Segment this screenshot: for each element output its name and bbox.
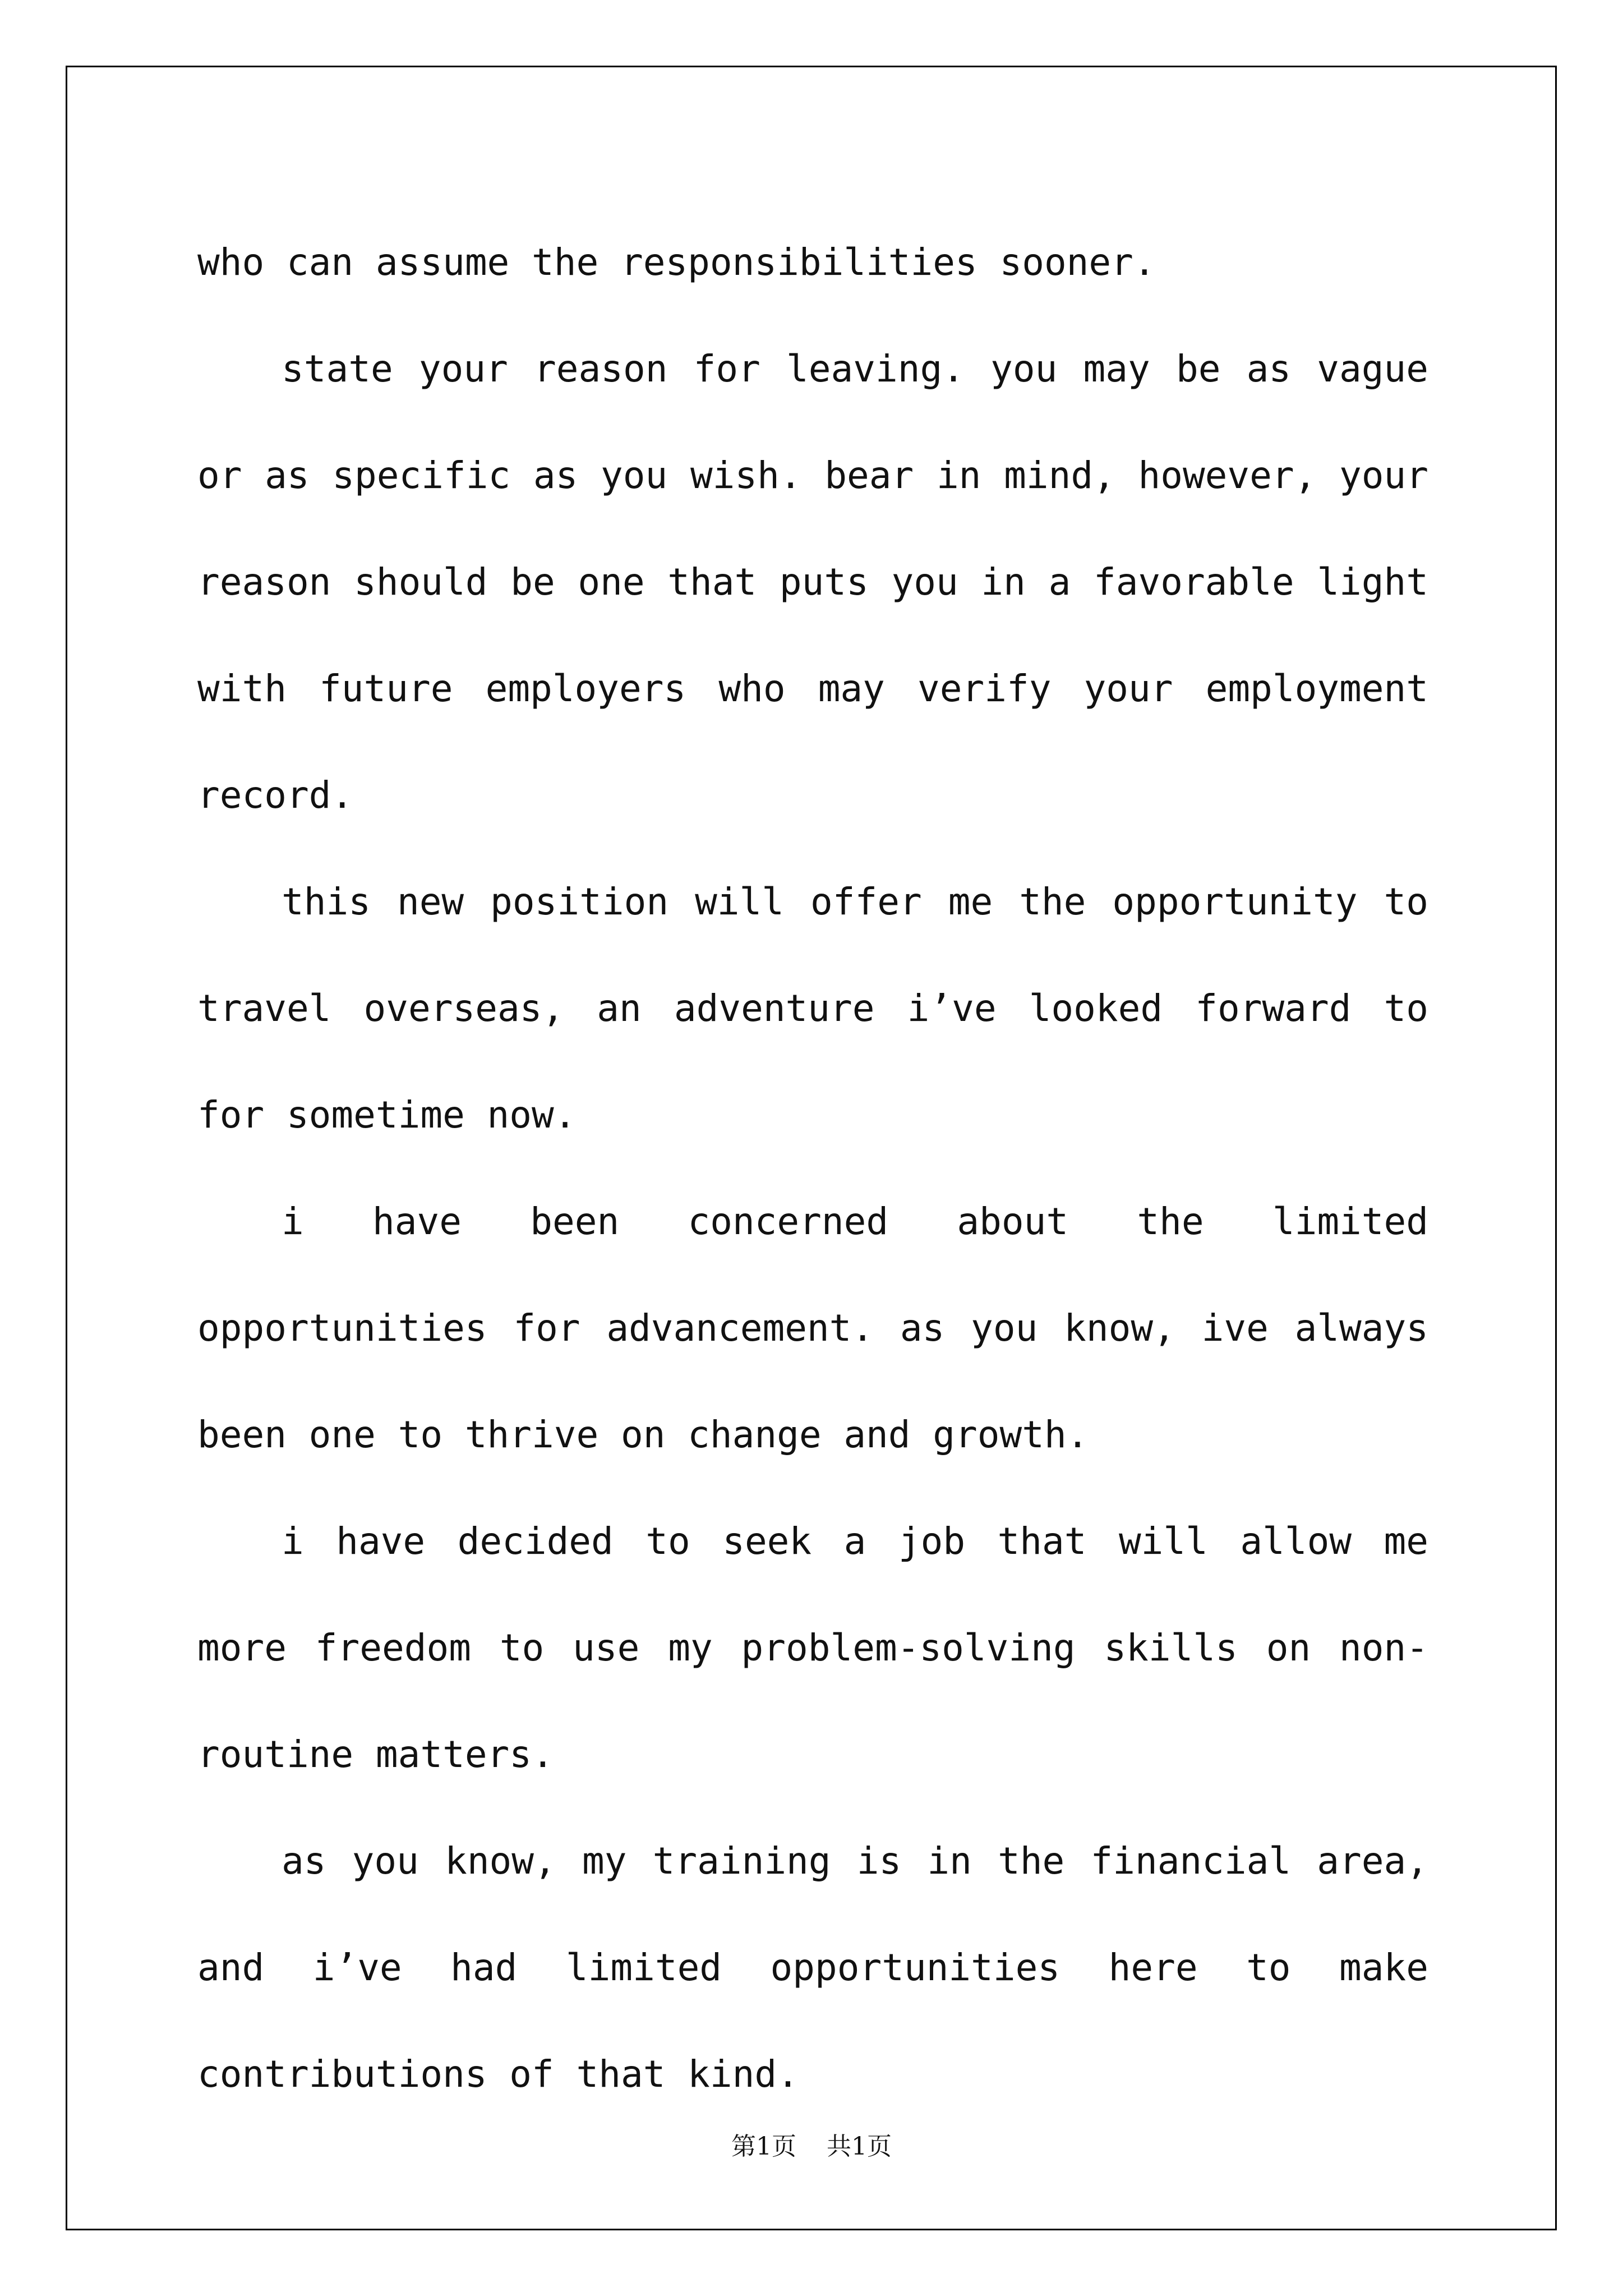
page-footer <box>0 2126 1623 2162</box>
paragraph-5: i have decided to seek a job that will allow me more freedom to use my problem-solving skills on non-routine matters. <box>197 1520 1428 1776</box>
paragraph-2: state your reason for leaving. you may be as vague or as specific as you wish. bear in mind, however, your reason should be one that puts you in a favorable light with future employers who may verify your employment record. <box>197 347 1428 817</box>
paragraph-1: who can assume the responsibilities sooner. <box>197 241 1156 284</box>
document-body <box>197 209 1428 2128</box>
page-total: 共1页 <box>827 2132 892 2161</box>
paragraph-6: as you know, my training is in the financial area, and i’ve had limited opportunities here to make contributions of that kind. <box>197 1839 1428 2096</box>
page-number: 第1页 <box>731 2132 796 2161</box>
paragraph-4: i have been concerned about the limited opportunities for advancement. as you know, ive always been one to thrive on change and growth. <box>197 1200 1428 1456</box>
paragraph-3: this new position will offer me the opportunity to travel overseas, an adventure i’ve looked forward to for sometime now. <box>197 880 1428 1137</box>
